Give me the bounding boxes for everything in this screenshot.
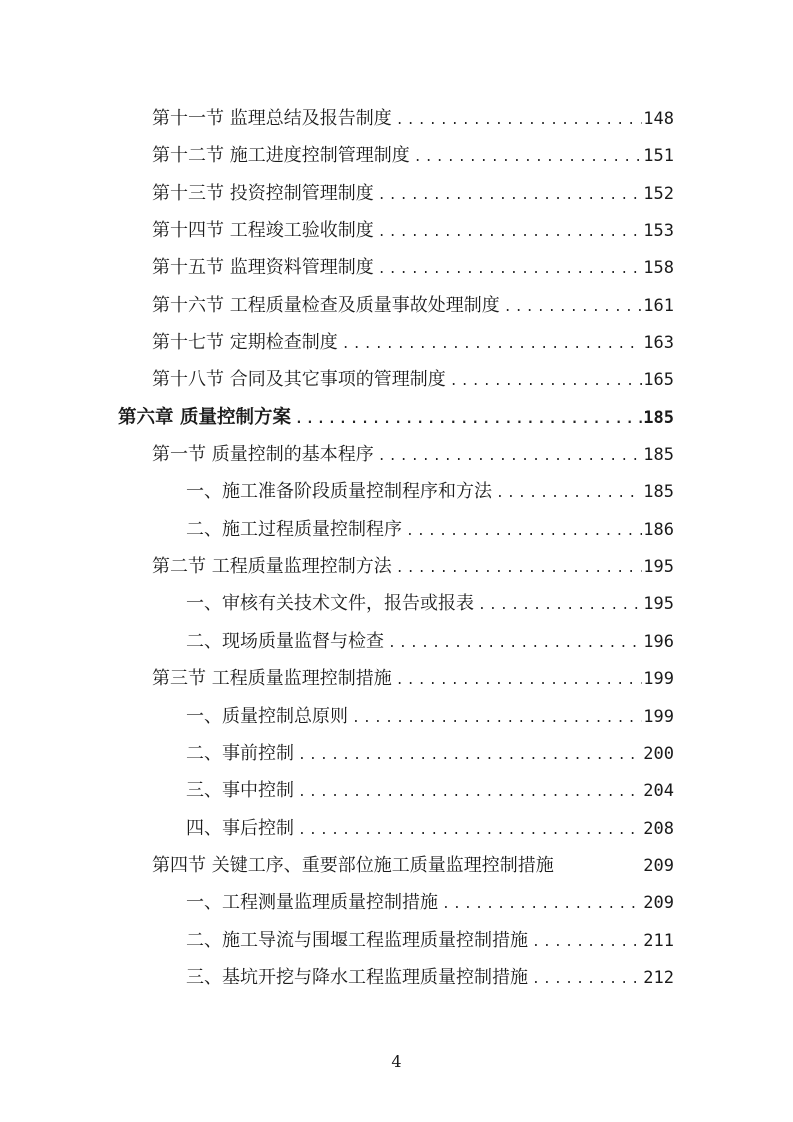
page-number: 4: [391, 1052, 402, 1071]
dot-leader: [392, 102, 642, 139]
dot-leader: [374, 251, 642, 288]
toc-item-entry[interactable]: [118, 772, 674, 809]
dot-leader: [348, 700, 642, 737]
toc-entry-page-number: 161: [643, 295, 674, 316]
dot-leader: [392, 662, 642, 699]
toc-entry-title: 第十八节 合同及其它事项的管理制度: [152, 369, 446, 391]
toc-entry-title: 四、事后控制: [186, 817, 294, 839]
toc-entry-title: 二、施工过程质量控制程序: [186, 518, 402, 540]
toc-item-entry[interactable]: [118, 698, 674, 735]
dot-leader: [374, 177, 642, 214]
toc-section-entry[interactable]: [118, 324, 674, 361]
toc-entry-page-number: 152: [643, 183, 674, 204]
toc-section-entry[interactable]: [118, 436, 674, 473]
toc-entry-page-number: 199: [643, 706, 674, 727]
toc-entry-page-number: 209: [643, 855, 674, 876]
dot-leader: [294, 812, 642, 849]
dot-leader: [500, 289, 642, 326]
dot-leader: [291, 401, 642, 438]
toc-section-entry[interactable]: [118, 175, 674, 212]
dot-leader: [410, 139, 642, 176]
toc-entry-title: 第十一节 监理总结及报告制度: [152, 108, 392, 129]
dot-leader: [384, 625, 642, 662]
toc-entry-title: 第十四节 工程竣工验收制度: [152, 220, 374, 242]
toc-item-entry[interactable]: [118, 735, 674, 772]
toc-item-entry[interactable]: [118, 511, 674, 548]
toc-entry-title: 二、现场质量监督与检查: [186, 630, 384, 652]
dot-leader: [374, 214, 642, 251]
dot-leader: [438, 886, 642, 923]
dot-leader: [338, 326, 642, 363]
toc-entry-page-number: 195: [643, 557, 674, 578]
toc-entry-title: 一、施工准备阶段质量控制程序和方法: [186, 481, 492, 503]
toc-entry-page-number: 151: [643, 146, 674, 167]
toc-entry-title: 第四节 关键工序、重要部位施工质量监理控制措施: [152, 854, 554, 876]
toc-item-entry[interactable]: [118, 623, 674, 660]
toc-entry-title: 第十六节 工程质量检查及质量事故处理制度: [152, 294, 500, 316]
toc-entry-page-number: 163: [643, 333, 674, 354]
toc-section-entry[interactable]: [118, 361, 674, 398]
toc-section-entry[interactable]: [118, 548, 674, 585]
toc-entry-title: 第一节 质量控制的基本程序: [152, 444, 374, 466]
dot-leader: [402, 513, 642, 550]
toc-item-entry[interactable]: [118, 473, 674, 510]
toc-entry-title: 第三节 工程质量监理控制措施: [152, 668, 392, 690]
toc-entry-page-number: 200: [643, 743, 674, 764]
toc-entry-page-number: 208: [643, 818, 674, 839]
toc-entry-title: 第十五节 监理资料管理制度: [152, 257, 374, 279]
toc-entry-title: 第二节 工程质量监理控制方法: [152, 556, 392, 578]
dot-leader: [474, 587, 642, 624]
toc-entry-page-number: 196: [643, 631, 674, 652]
toc-item-entry[interactable]: [118, 810, 674, 847]
toc-entry-title: 第十七节 定期检查制度: [152, 332, 338, 354]
toc-entry-page-number: 209: [643, 893, 674, 914]
toc-entry-page-number: 158: [643, 258, 674, 279]
dot-leader: [294, 737, 642, 774]
toc-entry-page-number: 148: [643, 109, 674, 129]
table-of-contents: [118, 100, 674, 996]
dot-leader: [492, 475, 642, 512]
toc-item-entry[interactable]: [118, 585, 674, 622]
toc-entry-page-number: 199: [643, 669, 674, 690]
toc-entry-page-number: 153: [643, 221, 674, 242]
toc-section-entry[interactable]: [118, 100, 674, 137]
toc-item-entry[interactable]: [118, 959, 674, 996]
toc-entry-title: 二、事前控制: [186, 742, 294, 764]
dot-leader: [374, 438, 642, 475]
dot-leader: [294, 774, 642, 811]
dot-leader: [528, 961, 642, 998]
toc-item-entry[interactable]: [118, 884, 674, 921]
toc-section-entry[interactable]: [118, 212, 674, 249]
dot-leader: [392, 550, 642, 587]
toc-entry-page-number: 211: [643, 930, 674, 951]
toc-entry-title: 三、基坑开挖与降水工程监理质量控制措施: [186, 966, 528, 988]
toc-item-entry[interactable]: [118, 922, 674, 959]
toc-entry-title: 三、事中控制: [186, 780, 294, 802]
dot-leader: [528, 924, 642, 961]
toc-entry-title: 一、审核有关技术文件，报告或报表: [186, 593, 474, 615]
toc-entry-title: 二、施工导流与围堰工程监理质量控制措施: [186, 929, 528, 951]
toc-entry-page-number: 186: [643, 519, 674, 540]
toc-entry-title: 一、质量控制总原则: [186, 705, 348, 727]
toc-entry-page-number: 185: [643, 445, 674, 466]
toc-entry-page-number: 195: [643, 594, 674, 615]
toc-entry-title: 第六章 质量控制方案: [118, 406, 291, 428]
toc-section-entry[interactable]: [118, 287, 674, 324]
toc-entry-page-number: 185: [643, 482, 674, 503]
toc-chapter-entry[interactable]: [118, 399, 674, 436]
dot-leader: [446, 363, 642, 400]
toc-section-entry[interactable]: [118, 249, 674, 286]
toc-entry-page-number: 212: [643, 967, 674, 988]
toc-entry-page-number: 204: [643, 781, 674, 802]
toc-entry-title: 第十三节 投资控制管理制度: [152, 182, 374, 204]
toc-section-entry[interactable]: [118, 847, 674, 884]
toc-entry-page-number: 185: [643, 407, 674, 428]
toc-entry-page-number: 165: [643, 370, 674, 391]
toc-entry-title: 第十二节 施工进度控制管理制度: [152, 145, 410, 167]
toc-section-entry[interactable]: [118, 137, 674, 174]
toc-section-entry[interactable]: [118, 660, 674, 697]
toc-entry-title: 一、工程测量监理质量控制措施: [186, 892, 438, 914]
